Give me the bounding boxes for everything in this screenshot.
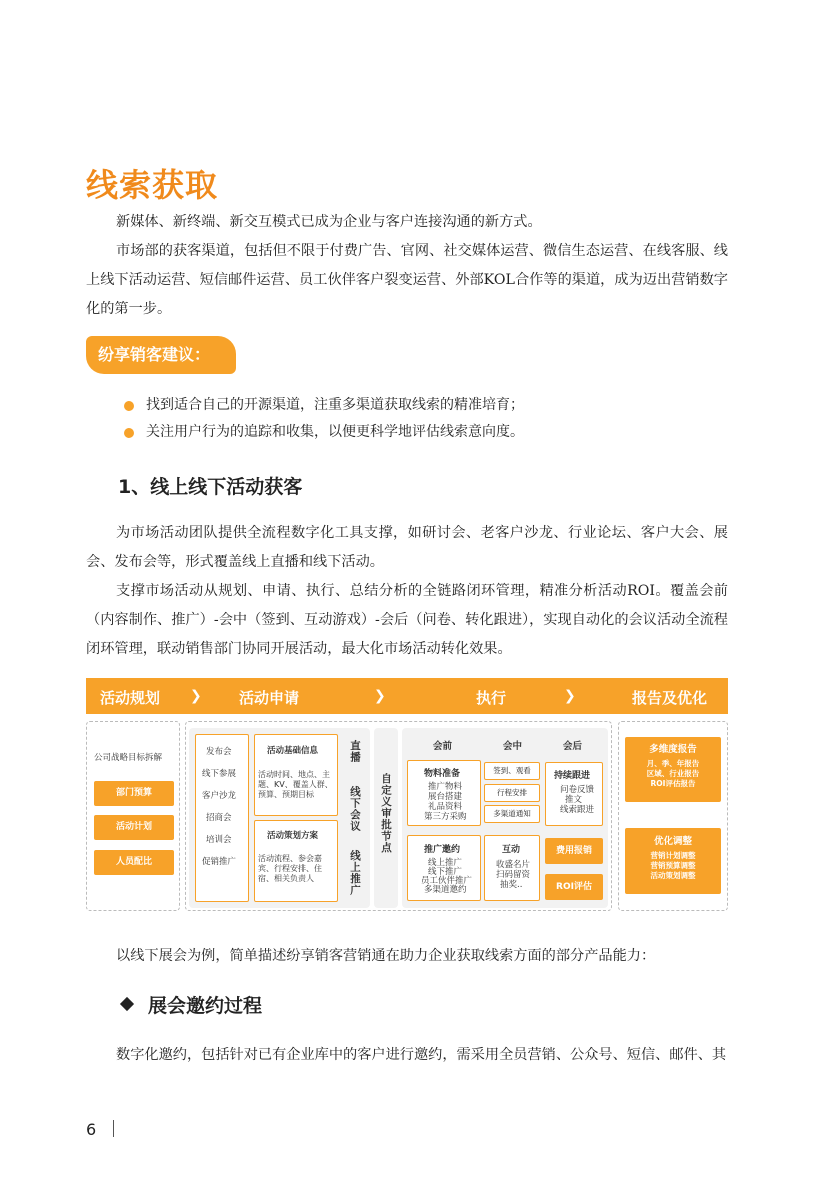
chevron-right-icon: ❯ [374, 688, 386, 704]
optimize-card [625, 828, 721, 894]
roi-badge: ROI评估 [545, 874, 603, 900]
chevron-right-icon: ❯ [190, 688, 202, 704]
multi-report-line: ROI评估报告 [650, 779, 696, 788]
follow-line: 问卷反馈 [560, 785, 595, 795]
approval-label: 自定义审批节点 [380, 773, 392, 854]
interact-title: 互动 [502, 845, 521, 855]
section1-p2: 支撑市场活动从规划、申请、执行、总结分析的全链路闭环管理，精准分析活动ROI。覆盖会前（内容制作、推广）-会中（签到、互动游戏）-会后（问卷、转化跟进），实现自动化的会议活动全流程闭环管理，联动销售部门协同开展活动，最大化市场活动转化效果。 [86, 583, 728, 657]
multi-report-line: 月、季、年报告 [646, 759, 700, 768]
schedule-box: 行程安排 [484, 784, 540, 802]
plan-line: 宾、行程安排、住 [258, 864, 322, 873]
promo-line: 线下推广 [428, 867, 463, 877]
optimize-line: 营销预算调整 [650, 861, 696, 870]
promo-line: 员工伙伴推广 [421, 876, 473, 886]
interact-line: 收盛名片 [496, 860, 531, 870]
channel-online: 线上推广 [349, 850, 361, 896]
type-item: 发布会 [206, 747, 232, 757]
optimize-line: 营销计划调整 [650, 851, 696, 860]
staffing-badge: 人员配比 [94, 850, 174, 875]
material-title: 物料准备 [424, 769, 461, 779]
section2-heading: 展会邀约过程 [118, 991, 262, 1018]
diamond-bullet-icon [120, 997, 134, 1011]
follow-title: 持续跟进 [554, 771, 591, 781]
follow-line: 线索跟进 [560, 805, 595, 815]
page-title: 线索获取 [86, 166, 219, 204]
list-item: 关注用户行为的追踪和收集，以便更科学地评估线索意向度。 [124, 419, 524, 446]
header-report: 报告及优化 [632, 689, 708, 707]
phase-during: 会中 [503, 741, 523, 752]
base-info-line: 预算、预期目标 [258, 790, 314, 799]
header-execute: 执行 [476, 689, 507, 707]
page-number: 6 [86, 1120, 97, 1139]
bullet-dot-icon [124, 401, 134, 411]
checkin-box: 签到、观看 [484, 762, 540, 780]
channel-live: 直播 [349, 740, 361, 763]
interact-line: 扫码留资 [496, 870, 531, 880]
phase-after: 会后 [563, 741, 583, 752]
phase-before: 会前 [433, 741, 453, 752]
multi-report-line: 区域、行业报告 [646, 769, 700, 778]
type-item: 培训会 [206, 835, 232, 845]
intro-text [86, 208, 728, 324]
interact-line: 抽奖.. [500, 880, 523, 890]
material-line: 展台搭建 [428, 792, 463, 802]
notify-box: 多渠道通知 [484, 805, 540, 823]
multi-report-title: 多维度报告 [649, 744, 697, 755]
section2-text [86, 1041, 728, 1070]
material-line: 第三方采购 [424, 812, 467, 822]
footer-divider [113, 1120, 114, 1137]
intro-p2: 市场部的获客渠道，包括但不限于付费广告、官网、社交媒体运营、微信生态运营、在线客服、线上线下活动运营、短信邮件运营、员工伙伴客户裂变运营、外部KOL合作等的渠道，成为迈出营销数字化的第一步。 [86, 243, 728, 317]
promo-title: 推广邀约 [424, 845, 461, 855]
example-text [86, 942, 728, 971]
section1-heading: 1、线上线下活动获客 [118, 476, 303, 498]
diagram-header [86, 678, 728, 714]
chevron-right-icon: ❯ [564, 688, 576, 704]
section1-text [86, 519, 728, 664]
plan-line: 宿、相关负责人 [258, 874, 314, 883]
base-info-title: 活动基础信息 [267, 746, 319, 756]
type-item: 促销推广 [202, 857, 237, 867]
activity-flow-diagram [86, 678, 728, 913]
type-item: 客户沙龙 [202, 791, 237, 801]
intro-p1: 新媒体、新终端、新交互模式已成为企业与客户连接沟通的新方式。 [116, 214, 542, 230]
section1-p1: 为市场活动团队提供全流程数字化工具支撑，如研讨会、老客户沙龙、行业论坛、客户大会、展会、发布会等，形式覆盖线上直播和线下活动。 [86, 525, 728, 570]
base-info-line: 题、KV、覆盖人群、 [258, 780, 333, 789]
list-item: 找到适合自己的开源渠道，注重多渠道获取线索的精准培育； [124, 392, 524, 419]
dept-budget-badge: 部门预算 [94, 781, 174, 806]
planning-label: 公司战略目标拆解 [94, 753, 163, 763]
type-item: 招商会 [206, 813, 232, 823]
plan-line: 活动流程、参会嘉 [258, 854, 322, 863]
optimize-title: 优化调整 [653, 836, 692, 847]
base-info-line: 活动时间、地点、主 [258, 770, 330, 779]
plan-title: 活动策划方案 [267, 831, 319, 841]
multi-report-card [625, 737, 721, 802]
header-apply: 活动申请 [239, 689, 300, 707]
type-item: 线下参展 [202, 769, 237, 779]
expense-badge: 费用报销 [545, 838, 603, 864]
promo-line: 线上推广 [428, 858, 463, 868]
material-line: 礼品资料 [428, 802, 463, 812]
promo-line: 多渠道邀约 [424, 885, 467, 895]
follow-line: 推文 [565, 795, 583, 805]
channel-offline: 线下会议 [349, 786, 361, 832]
bullet-dot-icon [124, 428, 134, 438]
material-line: 推广物料 [428, 782, 463, 792]
section2-p1: 数字化邀约，包括针对已有企业库中的客户进行邀约，需采用全员营销、公众号、短信、邮件、其 [116, 1047, 727, 1063]
suggestion-list [124, 392, 524, 446]
optimize-line: 活动策划调整 [650, 871, 696, 880]
suggestion-tag: 纷享销客建议： [86, 336, 236, 374]
header-planning: 活动规划 [100, 689, 161, 707]
activity-plan-badge: 活动计划 [94, 815, 174, 840]
example-line: 以线下展会为例，简单描述纷享销客营销通在助力企业获取线索方面的部分产品能力： [116, 948, 656, 964]
